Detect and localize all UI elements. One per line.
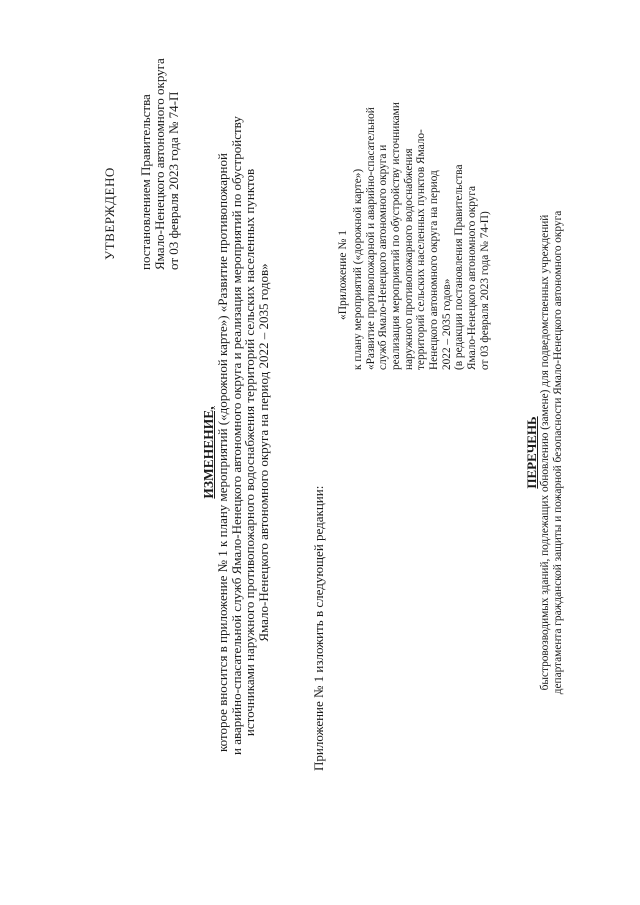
- change-description-line: Ямало-Ненецкого автономного округа на период 2022 – 2035 годов»: [255, 263, 271, 642]
- appendix-reference-line: Ненецкого автономного округа на период: [427, 170, 440, 370]
- appendix-label: [337, 200, 350, 320]
- appendix-reference-line: реализация мероприятий по обустройству источниками: [389, 102, 402, 370]
- list-title: [525, 0, 538, 905]
- intro-statement: [312, 371, 325, 771]
- change-description: [215, 116, 271, 755]
- change-description-line: и аварийно-спасательной служб Ямало-Ненецкого автономного округа и реализация мероприятий по обустройству: [228, 116, 244, 755]
- approval-heading: [103, 30, 116, 260]
- change-description-line: источниками наружного противопожарного водоснабжения территорий сельских населенных пунктов: [242, 168, 258, 737]
- list-description: [539, 140, 564, 765]
- appendix-reference-line: служб Ямало-Ненецкого автономного округа и: [377, 144, 390, 370]
- appendix-reference-line: (в редакции постановления Правительства: [453, 164, 466, 370]
- appendix-reference-line: от 03 февраля 2023 года № 74-П): [478, 211, 491, 370]
- appendix-reference-line: наружного противопожарного водоснабжения: [402, 148, 415, 370]
- change-title: [202, 0, 215, 905]
- intro-statement-text: Приложение № 1 изложить в следующей редакции:: [311, 485, 326, 771]
- appendix-reference-line: 2022 – 2035 годов»: [440, 278, 453, 370]
- approval-line-date: от 03 февраля 2023 года № 74-П: [166, 91, 182, 270]
- list-description-line: быстровозводимых зданий, подлежащих обновлению (замене) для подведомственных учреждений: [539, 214, 551, 691]
- approval-details: [139, 10, 182, 270]
- approval-line-region: Ямало-Ненецкого автономного округа: [152, 58, 168, 270]
- change-description-line: которое вносится в приложение № 1 к плану мероприятий («дорожной карте») «Развитие противопожарной: [215, 153, 230, 752]
- appendix-reference-line: «Развитие противопожарной и аварийно-спасательной: [364, 107, 377, 370]
- appendix-reference-line: Ямало-Ненецкого автономного округа: [465, 185, 478, 370]
- list-title-text: ПЕРЕЧЕНЬ: [524, 416, 539, 489]
- list-description-line: департамента гражданской защиты и пожарной безопасности Ямало-Ненецкого автономного округа: [551, 210, 564, 695]
- appendix-reference-line: территорий сельских населенных пунктов Ямало-: [415, 129, 428, 370]
- appendix-reference: [352, 55, 491, 370]
- appendix-label-text: «Приложение № 1: [337, 230, 349, 320]
- approval-line-decree: постановлением Правительства: [138, 94, 153, 270]
- approval-heading-text: УТВЕРЖДЕНО: [102, 167, 117, 260]
- appendix-reference-line: к плану мероприятий («дорожной карте»): [352, 168, 364, 370]
- change-title-text: ИЗМЕНЕНИЕ,: [201, 406, 216, 499]
